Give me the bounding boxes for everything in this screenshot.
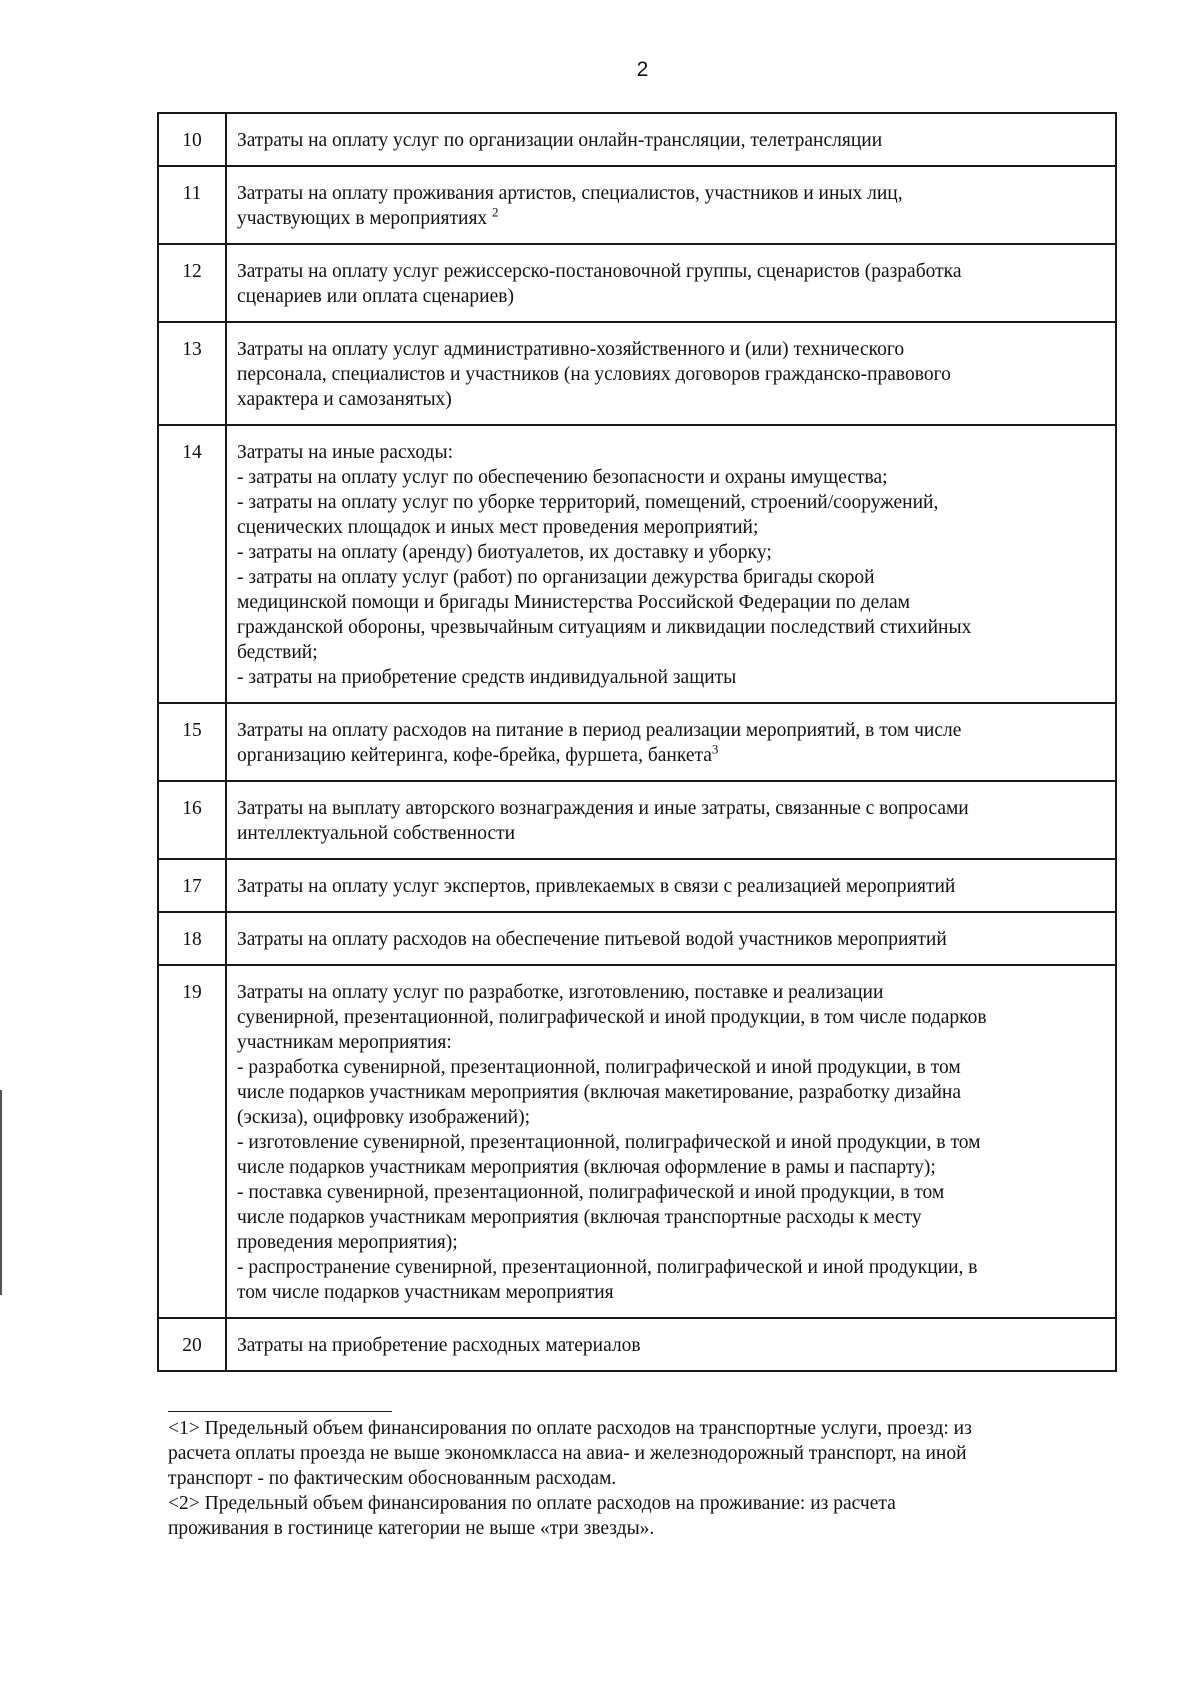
- description-line: Затраты на оплату расходов на питание в период реализации мероприятий, в том числе: [237, 720, 962, 741]
- table-row: [158, 912, 1116, 965]
- table-row: [158, 703, 1116, 781]
- description-line: - затраты на оплату услуг по обеспечению безопасности и охраны имущества;: [237, 467, 888, 488]
- cost-items-body: [158, 113, 1116, 1371]
- description-line: участвующих в мероприятиях $^2$: [237, 204, 499, 229]
- row-number: 18: [158, 912, 226, 965]
- description-line: сценариев или оплата сценариев): [237, 286, 514, 307]
- row-description: [226, 166, 1116, 244]
- row-number: 13: [158, 322, 226, 425]
- description-line: - затраты на оплату (аренду) биотуалетов, их доставку и уборку;: [237, 542, 772, 563]
- description-line: сценических площадок и иных мест проведения мероприятий;: [237, 517, 759, 538]
- description-line: организацию кейтеринга, кофе-брейка, фуршета, банкета$^3$: [237, 741, 719, 766]
- row-description: [226, 859, 1116, 912]
- description-line: интеллектуальной собственности: [237, 823, 516, 844]
- description-line: Затраты на оплату услуг по организации онлайн-трансляции, телетрансляции: [237, 130, 883, 151]
- description-line: бедствий;: [237, 642, 318, 663]
- page-number: 2: [636, 58, 649, 81]
- table-row: [158, 244, 1116, 322]
- row-description: [226, 244, 1116, 322]
- cost-items-table: [157, 112, 1117, 1372]
- description-line: гражданской обороны, чрезвычайным ситуациям и ликвидации последствий стихийных: [237, 617, 972, 638]
- row-description: [226, 965, 1116, 1318]
- row-description: [226, 912, 1116, 965]
- description-line: - разработка сувенирной, презентационной, полиграфической и иной продукции, в том: [237, 1057, 961, 1078]
- description-line: проведения мероприятия);: [237, 1232, 458, 1253]
- description-line: Затраты на оплату услуг административно-хозяйственного и (или) технического: [237, 339, 905, 360]
- description-line: числе подарков участникам мероприятия (включая транспортные расходы к месту: [237, 1207, 922, 1228]
- footnote-line: транспорт - по фактическим обоснованным расходам.: [168, 1468, 617, 1489]
- row-description: [226, 113, 1116, 166]
- row-description: [226, 781, 1116, 859]
- row-number: 15: [158, 703, 226, 781]
- description-line: Затраты на приобретение расходных материалов: [237, 1335, 641, 1356]
- row-description: [226, 425, 1116, 703]
- description-line: - распространение сувенирной, презентационной, полиграфической и иной продукции, в: [237, 1257, 978, 1278]
- table-row: [158, 113, 1116, 166]
- footnote-separator: [168, 1411, 392, 1412]
- description-line: - поставка сувенирной, презентационной, полиграфической и иной продукции, в том: [237, 1182, 945, 1203]
- description-line: характера и самозанятых): [237, 389, 452, 410]
- scan-edge-mark: [0, 1090, 2, 1295]
- description-line: Затраты на оплату услуг по разработке, изготовлению, поставке и реализации: [237, 982, 884, 1003]
- footnote-line: расчета оплаты проезда не выше экономкласса на авиа- и железнодорожный транспорт, на иной: [168, 1443, 967, 1464]
- description-line: числе подарков участникам мероприятия (включая оформление в рамы и паспарту);: [237, 1157, 936, 1178]
- row-number: 14: [158, 425, 226, 703]
- footnote-line: <2> Предельный объем финансирования по оплате расходов на проживание: из расчета: [168, 1493, 896, 1514]
- row-number: 11: [158, 166, 226, 244]
- row-number: 17: [158, 859, 226, 912]
- description-line: Затраты на иные расходы:: [237, 442, 453, 463]
- description-line: медицинской помощи и бригады Министерства Российской Федерации по делам: [237, 592, 910, 613]
- description-line: том числе подарков участникам мероприятия: [237, 1282, 614, 1303]
- footnote-line: проживания в гостинице категории не выше «три звезды».: [168, 1518, 655, 1539]
- table-row: [158, 425, 1116, 703]
- table-row: [158, 322, 1116, 425]
- row-number: 19: [158, 965, 226, 1318]
- description-line: участникам мероприятия:: [237, 1032, 452, 1053]
- row-number: 20: [158, 1318, 226, 1371]
- table-row: [158, 1318, 1116, 1371]
- row-description: [226, 1318, 1116, 1371]
- description-line: - затраты на приобретение средств индивидуальной защиты: [237, 667, 737, 688]
- table-row: [158, 166, 1116, 244]
- footnote-reference: 3: [711, 741, 719, 757]
- footnote-line: <1> Предельный объем финансирования по оплате расходов на транспортные услуги, проезд: из: [168, 1418, 972, 1439]
- footnote-reference: 2: [492, 204, 499, 220]
- description-line: Затраты на оплату расходов на обеспечение питьевой водой участников мероприятий: [237, 929, 947, 950]
- description-line: Затраты на выплату авторского вознаграждения и иные затраты, связанные с вопросами: [237, 798, 969, 819]
- row-number: 16: [158, 781, 226, 859]
- table-row: [158, 965, 1116, 1318]
- description-line: персонала, специалистов и участников (на условиях договоров гражданско-правового: [237, 364, 951, 385]
- row-description: [226, 322, 1116, 425]
- description-line: Затраты на оплату услуг экспертов, привлекаемых в связи с реализацией мероприятий: [237, 876, 956, 897]
- table-row: [158, 781, 1116, 859]
- description-line: Затраты на оплату проживания артистов, специалистов, участников и иных лиц,: [237, 183, 903, 204]
- description-line: - затраты на оплату услуг по уборке территорий, помещений, строений/сооружений,: [237, 492, 939, 513]
- row-number: 10: [158, 113, 226, 166]
- description-line: (эскиза), оцифровку изображений);: [237, 1107, 531, 1128]
- description-line: Затраты на оплату услуг режиссерско-постановочной группы, сценаристов (разработка: [237, 261, 962, 282]
- description-line: числе подарков участникам мероприятия (включая макетирование, разработку дизайна: [237, 1082, 962, 1103]
- row-description: [226, 703, 1116, 781]
- description-line: - изготовление сувенирной, презентационной, полиграфической и иной продукции, в том: [237, 1132, 981, 1153]
- row-number: 12: [158, 244, 226, 322]
- table-row: [158, 859, 1116, 912]
- description-line: сувенирной, презентационной, полиграфической и иной продукции, в том числе подарков: [237, 1007, 987, 1028]
- footnotes: [168, 1416, 1108, 1541]
- description-line: - затраты на оплату услуг (работ) по организации дежурства бригады скорой: [237, 567, 875, 588]
